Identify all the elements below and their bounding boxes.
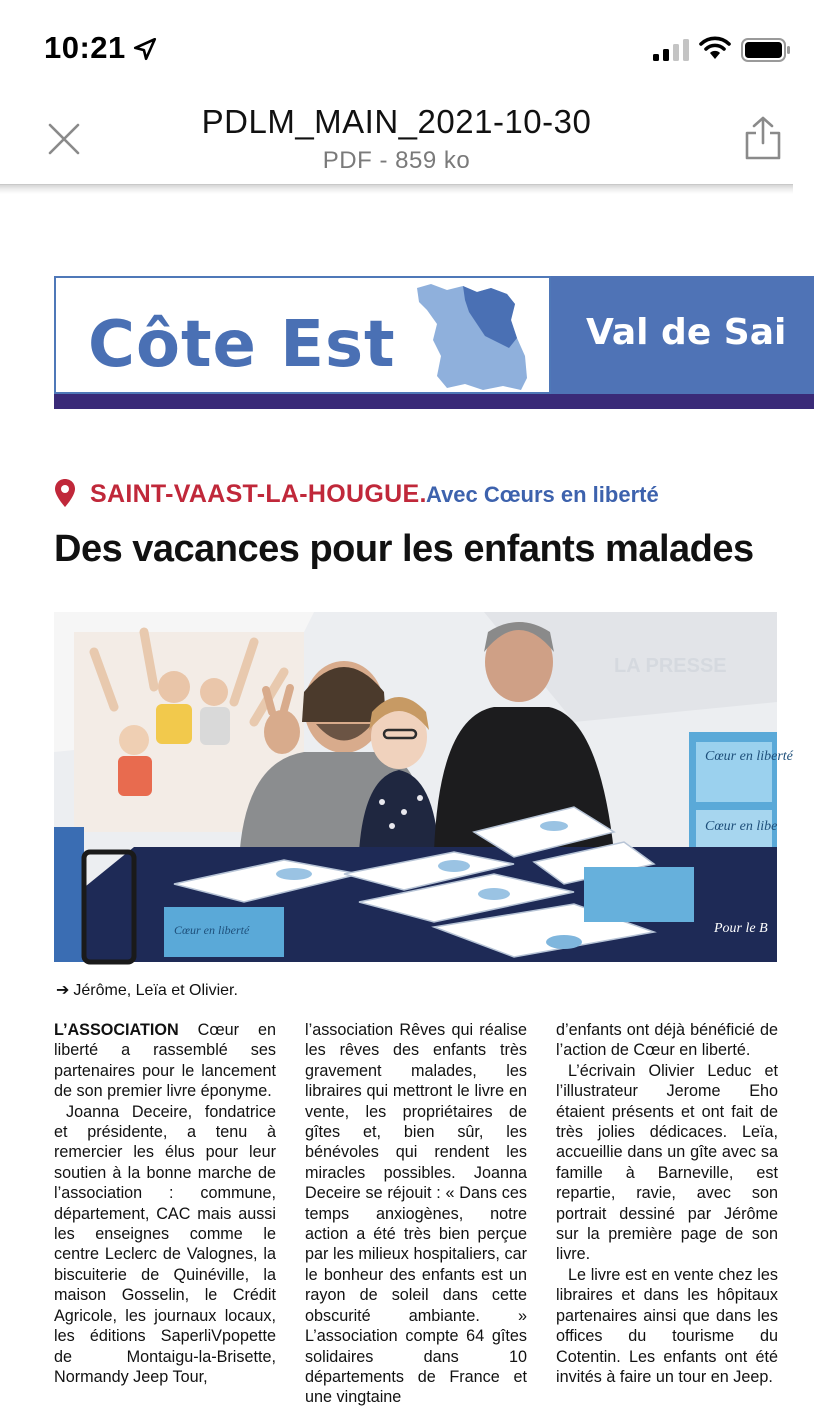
photo-banner-text-2: Cœur en libe — [705, 819, 778, 834]
photo-book-text: Cœur en liberté — [174, 923, 250, 937]
lede-text: L’ASSOCIATION — [54, 1021, 179, 1039]
banner-title: Côte Est — [88, 308, 396, 382]
battery-icon — [741, 38, 791, 62]
newspaper-banner — [54, 276, 814, 411]
document-subtitle: PDF - 859 ko — [322, 147, 471, 174]
paragraph-text: Cœur en liberté a rassemblé ses partenaires pour le lancement de son premier livre éponyme. — [54, 1021, 276, 1101]
document-header — [0, 95, 793, 185]
share-icon[interactable] — [742, 115, 784, 161]
paragraph: d’enfants ont déjà bénéficié de l’action de Cœur en liberté. — [556, 1021, 778, 1060]
status-time: 10:21 — [44, 30, 126, 65]
banner-right-title: Val de Sai — [586, 312, 787, 353]
banner-right — [551, 276, 814, 394]
banner-underline — [54, 394, 814, 409]
banner-left — [54, 276, 551, 394]
arrow-right-icon: ➔ — [56, 982, 70, 999]
paragraph: Le livre est en vente chez les libraires et dans les hôpitaux partenaires ainsi que dans les offices du tourisme du Cotentin. Les enfants ont été invités à faire un tour en Jeep. — [556, 1265, 778, 1386]
photo-logo-text: LA PRESSE — [614, 655, 727, 677]
paragraph: Joanna Deceire, fondatrice et présidente, a tenu à remercier les élus pour leur soutien à la bonne marche de l’association : commune, département, CAC mais aussi les enseignes comme le centre Leclerc de Valognes, la biscuiterie de Quinéville, la maison Gosselin, le Crédit Agricole, les journaux locaux, les éditions SaperliVpopette de Montaigu-la-Brisette, Normandy Jeep Tour, — [54, 1102, 276, 1386]
article-column-1 — [54, 1020, 276, 1387]
cellular-signal-icon — [652, 38, 692, 62]
paragraph: l’association Rêves qui réalise les rêves des enfants très gravement malades, les libraires qui mettront le livre en vente, les propriétaires de gîtes et, bien sûr, les bénévoles qui rendent les miracles possibles. Joanna Deceire se réjouit : « Dans ces temps anxiogènes, notre action a été très bien perçue par les milieux hospitaliers, car le bonheur des enfants est un rayon de soleil dans cette obscurité ambiante. » L’association compte 64 gîtes solidaires dans 10 départements de France et une vingtaine — [305, 1021, 527, 1407]
photo-illustration — [54, 612, 793, 962]
kicker-description: Avec Cœurs en liberté — [426, 482, 659, 507]
header-divider — [0, 184, 793, 194]
wifi-icon — [698, 35, 732, 61]
paragraph: L’écrivain Olivier Leduc et l’illustrateur Jerome Eho étaient présents et ont fait de très jolies dédicaces. Leïa, accueillie dans un gîte avec sa famille à Barneville, est repartie, ravie, avec son portrait dessiné par Jérôme sur la première page de son livre. — [556, 1061, 778, 1264]
photo-banner-text: Cœur en liberté — [705, 749, 793, 764]
status-bar — [0, 0, 793, 95]
article-photo — [54, 612, 793, 962]
paragraph — [54, 1020, 276, 1102]
article-column-2 — [305, 1020, 527, 1408]
article-headline: Des vacances pour les enfants malades — [54, 528, 754, 570]
location-pin-icon — [54, 478, 76, 508]
photo-caption — [56, 980, 238, 1000]
document-title: PDLM_MAIN_2021-10-30 — [201, 103, 592, 140]
cotentin-map-icon — [411, 280, 531, 394]
pdf-page[interactable] — [0, 194, 793, 1407]
caption-text: Jérôme, Leïa et Olivier. — [73, 982, 238, 999]
article-column-3 — [556, 1020, 778, 1387]
kicker-place: SAINT-VAAST-LA-HOUGUE. — [90, 480, 427, 508]
photo-table-text: Pour le B — [714, 921, 768, 936]
location-arrow-icon — [132, 36, 158, 62]
